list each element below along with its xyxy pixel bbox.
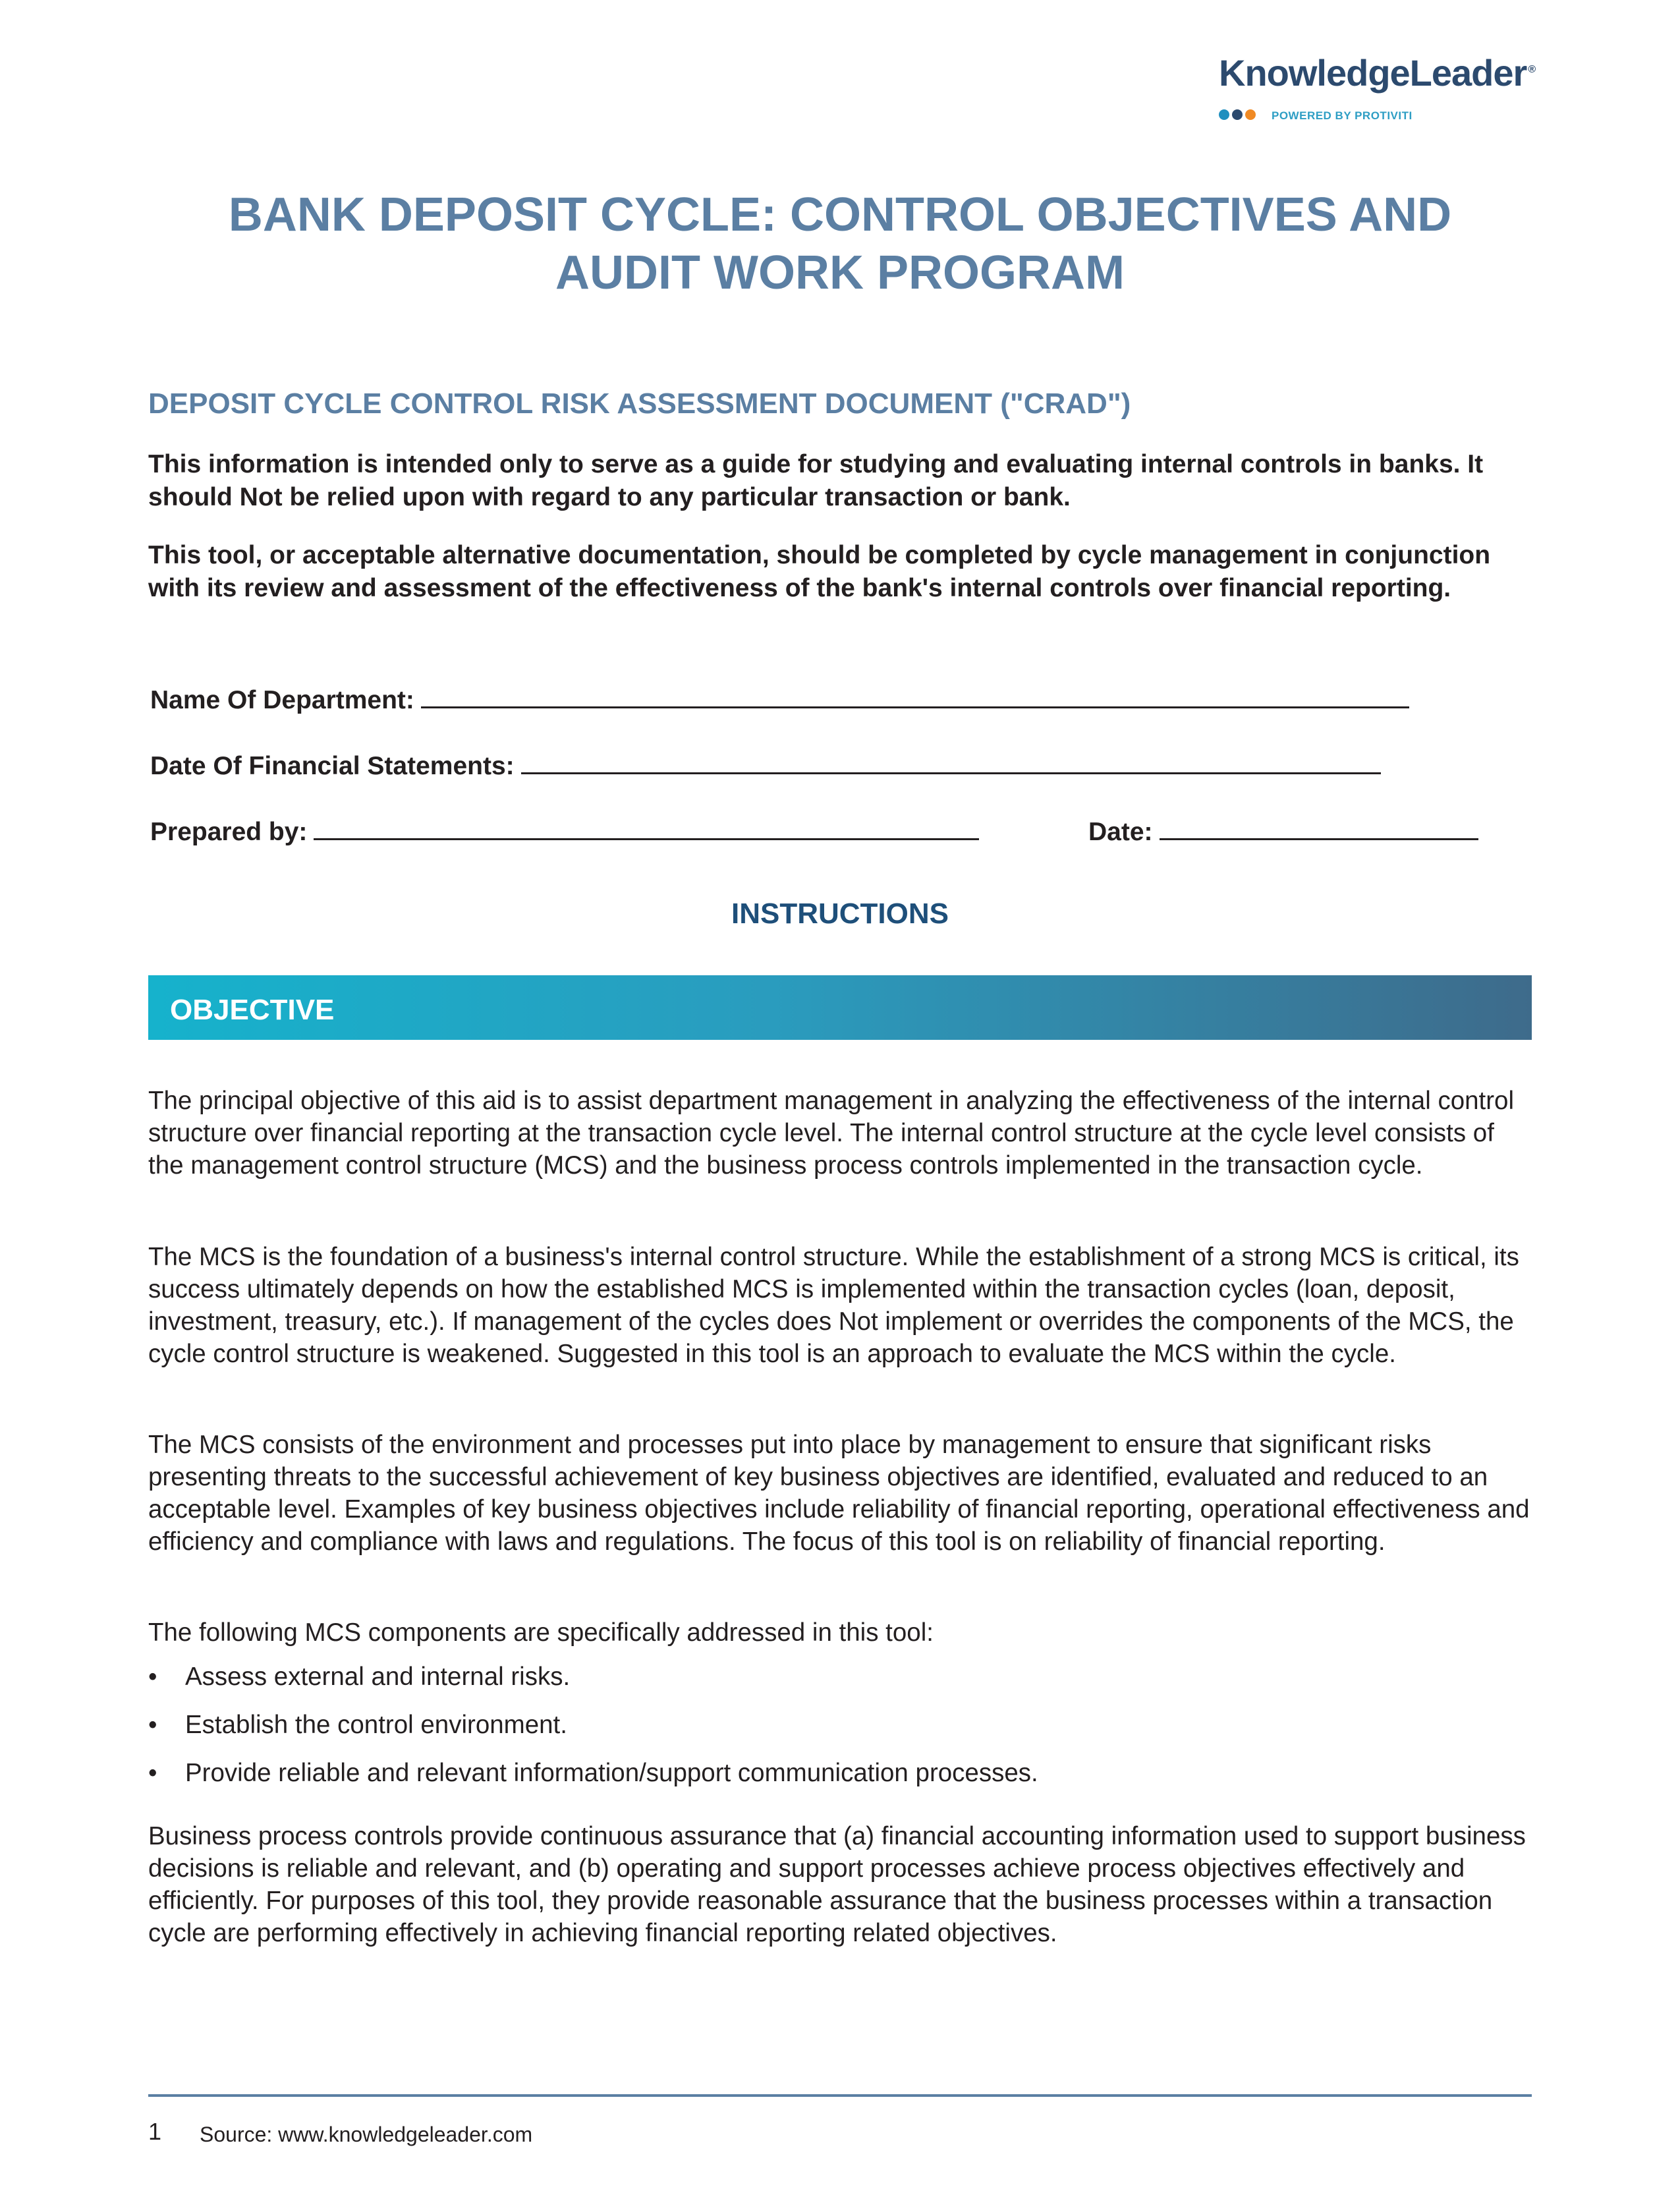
prepared-by-field[interactable] (150, 814, 979, 847)
logo-dot-blue-icon (1219, 109, 1229, 120)
logo-wordmark (1219, 51, 1535, 94)
objective-paragraph-1: The principal objective of this aid is to assist department management in analyzing the effectiveness of the internal control structure over financial reporting at the transaction cycle level. The internal control structure at the cycle level consists of the management control structure (MCS) and the business process controls implemented in the transaction cycle. (148, 1087, 1515, 1180)
instructions-heading: INSTRUCTIONS (731, 898, 949, 930)
prepared-by-label: Prepared by: (150, 818, 308, 846)
footer-divider (148, 2094, 1532, 2097)
list-item (148, 1661, 1532, 1709)
logo-dot-navy-icon (1232, 109, 1243, 120)
financial-statements-date-label: Date Of Financial Statements: (150, 752, 515, 780)
logo-wordmark-text: KnowledgeLeader (1219, 52, 1527, 94)
objective-section-banner (148, 975, 1532, 1040)
financial-statements-date-input-line[interactable] (521, 749, 1381, 774)
bullet-icon: • (148, 1711, 157, 1739)
objective-paragraph-3: The MCS consists of the environment and processes put into place by management to ensure that significant risks presenting threats to the successful achievement of key business objectives are identified, evaluated and reduced to an acceptable level. Examples of key business objectives include reliability of financial reporting, operational effectiveness and efficiency and compliance with laws and regulations. The focus of this tool is on reliability of financial reporting. (148, 1431, 1530, 1556)
logo-dots-icon (1219, 109, 1256, 121)
date-label: Date: (1088, 818, 1153, 846)
objective-paragraph-2: The MCS is the foundation of a business's internal control structure. While the establishment of a strong MCS is critical, its success ultimately depends on how the established MCS is implemented within the transaction cycles (loan, deposit, investment, treasury, etc.). If management of the cycles does Not implement or overrides the components of the MCS, the cycle control structure is weakened. Suggested in this tool is an approach to evaluate the MCS within the cycle. (148, 1243, 1519, 1368)
bullet-icon: • (148, 1663, 157, 1691)
logo-tagline: POWERED BY PROTIVITI (1272, 109, 1413, 122)
title-line-1: BANK DEPOSIT CYCLE: CONTROL OBJECTIVES AND (228, 188, 1452, 241)
document-subtitle: DEPOSIT CYCLE CONTROL RISK ASSESSMENT DOCUMENT ("CRAD") (148, 387, 1131, 420)
financial-statements-date-field[interactable] (150, 749, 1381, 781)
list-item-text: Provide reliable and relevant information/support communication processes. (185, 1759, 1038, 1787)
objective-section-title: OBJECTIVE (170, 994, 335, 1026)
department-label: Name Of Department: (150, 686, 414, 714)
department-input-line[interactable] (421, 683, 1409, 708)
department-field[interactable] (150, 683, 1409, 715)
date-input-line[interactable] (1160, 814, 1478, 840)
intro-paragraph-1: This information is intended only to serve as a guide for studying and evaluating internal controls in banks. It should Not be relied upon with regard to any particular transaction or bank. (148, 450, 1484, 511)
document-title (148, 186, 1532, 302)
bullet-icon: • (148, 1759, 157, 1787)
logo-dot-orange-icon (1245, 109, 1256, 120)
source-credit[interactable]: Source: www.knowledgeleader.com (200, 2123, 533, 2146)
logo-registered-mark: ® (1528, 64, 1536, 76)
list-item-text: Assess external and internal risks. (185, 1663, 571, 1691)
prepared-by-input-line[interactable] (314, 814, 979, 840)
objective-paragraph-5: Business process controls provide continuous assurance that (a) financial accounting information used to support business decisions is reliable and relevant, and (b) operating and support processes achieve process objectives effectively and efficiently. For purposes of this tool, they provide reasonable assurance that the business processes within a transaction cycle are performing effectively in achieving financial reporting related objectives. (148, 1822, 1526, 1947)
page-number: 1 (148, 2118, 162, 2145)
knowledgeleader-logo[interactable] (1219, 51, 1535, 124)
list-item-text: Establish the control environment. (185, 1711, 567, 1739)
title-line-2: AUDIT WORK PROGRAM (555, 246, 1125, 299)
list-item (148, 1757, 1532, 1805)
date-field[interactable] (1088, 814, 1478, 847)
mcs-components-list (148, 1661, 1532, 1805)
objective-paragraph-4: The following MCS components are specifically addressed in this tool: (148, 1618, 934, 1647)
intro-paragraph-2: This tool, or acceptable alternative documentation, should be completed by cycle management in conjunction with its review and assessment of the effectiveness of the bank's internal controls over financial reporting. (148, 541, 1491, 602)
list-item (148, 1709, 1532, 1757)
